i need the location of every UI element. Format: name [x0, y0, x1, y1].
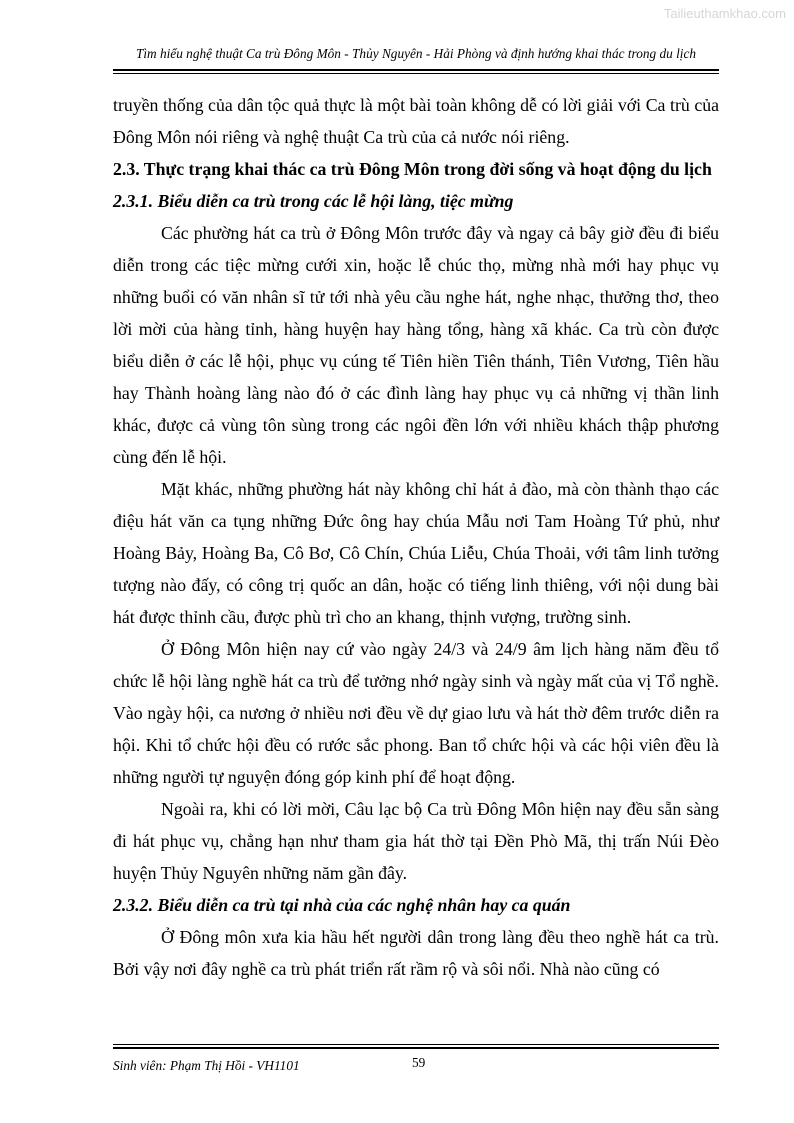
paragraph: Ngoài ra, khi có lời mời, Câu lạc bộ Ca trù Đông Môn hiện nay đều sẵn sàng đi hát phục vụ, chẳng hạn như tham gia hát thờ tại Đền Phò Mã, thị trấn Núi Đèo huyện Thủy Nguyên những năm gần đây.: [113, 799, 719, 883]
watermark: Tailieuthamkhao.com: [663, 6, 786, 21]
subsection-heading-2-3-1: 2.3.1. Biểu diễn ca trù trong các lễ hội làng, tiệc mừng: [113, 191, 514, 211]
header-rule-thin: [113, 73, 719, 74]
section-heading-2-3: 2.3. Thực trạng khai thác ca trù Đông Môn trong đời sống và hoạt động du lịch: [113, 159, 712, 179]
header-rule: [113, 69, 719, 71]
subsection-heading-2-3-2: 2.3.2. Biểu diễn ca trù tại nhà của các nghệ nhân hay ca quán: [113, 895, 571, 915]
paragraph-continued: truyền thống của dân tộc quả thực là một bài toàn không dễ có lời giải với Ca trù của Đông Môn nói riêng và nghệ thuật Ca trù của cả nước nói riêng.: [113, 95, 719, 147]
page-body: [113, 89, 719, 985]
footer-rule-thin: [113, 1044, 719, 1045]
footer-rule: [113, 1047, 719, 1049]
paragraph: Ở Đông môn xưa kia hầu hết người dân trong làng đều theo nghề hát ca trù. Bởi vậy nơi đây nghề ca trù phát triển rất rầm rộ và sôi nổi. Nhà nào cũng có: [113, 927, 719, 979]
page-number: 59: [412, 1055, 426, 1070]
paragraph: Các phường hát ca trù ở Đông Môn trước đây và ngay cả bây giờ đều đi biểu diễn trong các tiệc mừng cưới xin, hoặc lễ chúc thọ, mừng nhà mới hay phục vụ những buổi có văn nhân sĩ tử tới nhà yêu cầu nghe hát, nghe nhạc, thưởng thơ, theo lời mời của hàng tỉnh, hàng huyện hay hàng tổng, hàng xã khác. Ca trù còn được biểu diễn ở các lễ hội, phục vụ cúng tế Tiên hiền Tiên thánh, Tiên Vương, Tiên hầu hay Thành hoàng làng nào đó ở các đình làng hay phục vụ cả những vị thần linh khác, được cả vùng tôn sùng trong các ngôi đền lớn với nhiều khách thập phương cùng đến lễ hội.: [113, 223, 719, 467]
paragraph: Ở Đông Môn hiện nay cứ vào ngày 24/3 và 24/9 âm lịch hàng năm đều tổ chức lễ hội làng nghề hát ca trù để tưởng nhớ ngày sinh và ngày mất của vị Tổ nghề. Vào ngày hội, ca nương ở nhiều nơi đều về dự giao lưu và hát thờ đêm trước diễn ra hội. Khi tổ chức hội đều có rước sắc phong. Ban tổ chức hội và các hội viên đều là những người tự nguyện đóng góp kinh phí để hoạt động.: [113, 639, 719, 787]
paragraph: Mặt khác, những phường hát này không chỉ hát ả đào, mà còn thành thạo các điệu hát văn ca tụng những Đức ông hay chúa Mẫu nơi Tam Hoàng Tứ phủ, như Hoàng Bảy, Hoàng Ba, Cô Bơ, Cô Chín, Chúa Liễu, Chúa Thoải, với tâm linh tưởng tượng nào đấy, có công trị quốc an dân, hoặc có tiếng linh thiêng, với nội dung bài hát được thỉnh cầu, được phù trì cho an khang, thịnh vượng, trường sinh.: [113, 479, 719, 627]
footer-author: Sinh viên: Phạm Thị Hồi - VH1101: [113, 1058, 300, 1073]
running-header: Tìm hiểu nghệ thuật Ca trù Đông Môn - Thủy Nguyên - Hải Phòng và định hướng khai thác trong du lịch: [135, 46, 697, 61]
